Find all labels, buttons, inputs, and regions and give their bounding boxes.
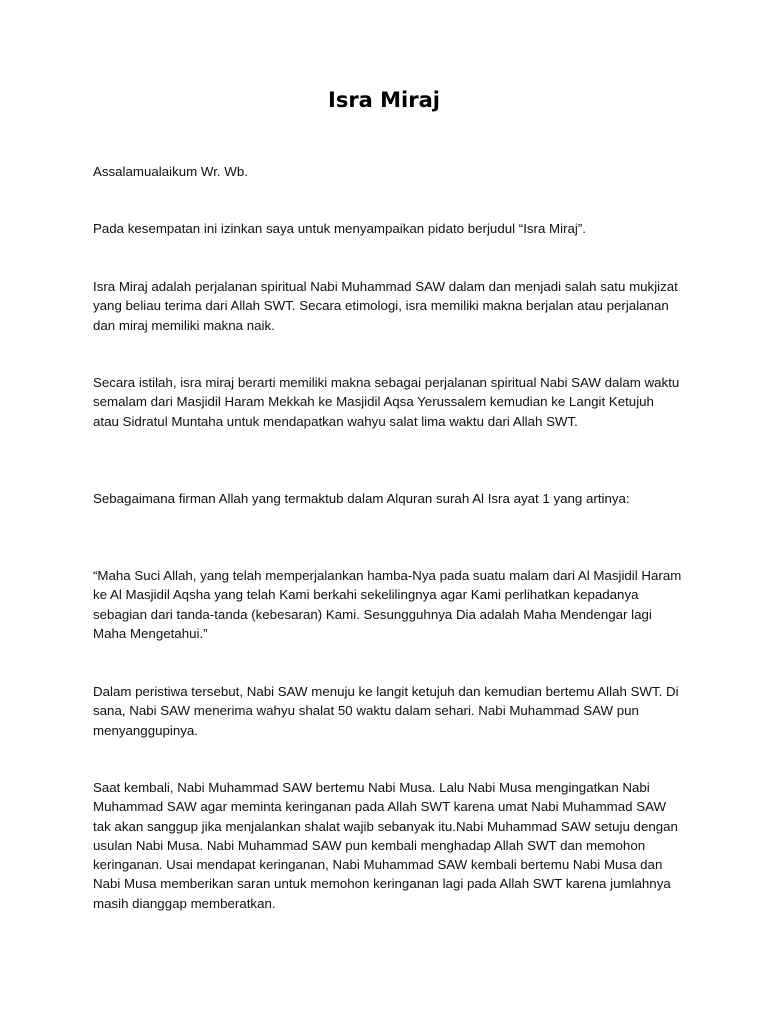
paragraph-quran-reference: Sebagaimana firman Allah yang termaktub dalam Alquran surah Al Isra ayat 1 yang artinya: (93, 491, 630, 506)
paragraph-quran-quote: “Maha Suci Allah, yang telah memperjalankan hamba-Nya pada suatu malam dari Al Masjidil Haram ke Al Masjidil Aqsha yang telah Kami berkahi sekelilingnya agar Kami perlihatkan kepadanya sebagian dari tanda-tanda (kebesaran) Kami. Sesungguhnya Dia adalah Maha Mendengar lagi Maha Mengetahui.” (93, 568, 682, 641)
document-title: Isra Miraj (328, 88, 440, 112)
paragraph-definition: Isra Miraj adalah perjalanan spiritual Nabi Muhammad SAW dalam dan menjadi salah satu mukjizat yang beliau terima dari Allah SWT. Secara etimologi, isra memiliki makna berjalan atau perjalanan dan miraj memiliki makna naik. (93, 279, 678, 333)
paragraph-meeting-musa: Saat kembali, Nabi Muhammad SAW bertemu Nabi Musa. Lalu Nabi Musa mengingatkan Nabi Muhammad SAW agar meminta keringanan pada Allah SWT karena umat Nabi Muhammad SAW tak akan sanggup jika menjalankan shalat wajib sebanyak itu.Nabi Muhammad SAW setuju dengan usulan Nabi Musa. Nabi Muhammad SAW pun kembali menghadap Allah SWT dan memohon keringanan. Usai mendapat keringanan, Nabi Muhammad SAW kembali bertemu Nabi Musa dan Nabi Musa memberikan saran untuk memohon keringanan lagi pada Allah SWT karena jumlahnya masih dianggap memberatkan. (93, 780, 678, 911)
paragraph-term-meaning: Secara istilah, isra miraj berarti memiliki makna sebagai perjalanan spiritual Nabi SAW dalam waktu semalam dari Masjidil Haram Mekkah ke Masjidil Aqsa Yerussalem kemudian ke Langit Ketujuh atau Sidratul Muntaha untuk mendapatkan wahyu salat lima waktu dari Allah SWT. (93, 375, 680, 429)
paragraph-intro: Pada kesempatan ini izinkan saya untuk menyampaikan pidato berjudul “Isra Miraj”. (93, 221, 586, 236)
paragraph-greeting: Assalamualaikum Wr. Wb. (93, 164, 248, 179)
paragraph-seventh-heaven: Dalam peristiwa tersebut, Nabi SAW menuju ke langit ketujuh dan kemudian bertemu Allah SWT. Di sana, Nabi SAW menerima wahyu shalat 50 waktu dalam sehari. Nabi Muhammad SAW pun menyanggupinya. (93, 684, 679, 738)
